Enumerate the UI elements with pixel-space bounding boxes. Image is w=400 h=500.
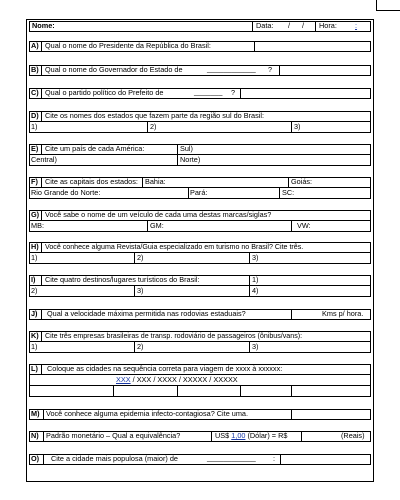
question-n bbox=[29, 431, 371, 442]
question-text: Qual o partido político do Prefeito de bbox=[45, 88, 164, 97]
time-label: Hora: bbox=[319, 21, 337, 30]
divider bbox=[29, 385, 371, 386]
date-separator: / bbox=[302, 21, 305, 30]
time-field[interactable]: : bbox=[355, 21, 358, 30]
question-i bbox=[29, 275, 371, 297]
dollar-amount: 1,00 bbox=[231, 431, 246, 440]
divider bbox=[249, 342, 250, 353]
question-e bbox=[29, 144, 371, 166]
header-row bbox=[29, 21, 371, 32]
question-text: Qual o nome do Governador do Estado de bbox=[45, 65, 183, 74]
divider bbox=[252, 21, 253, 32]
answer-label-sc: SC: bbox=[282, 188, 295, 197]
divider bbox=[134, 342, 135, 353]
divider bbox=[288, 177, 289, 188]
divider bbox=[291, 221, 292, 232]
divider bbox=[249, 275, 250, 297]
answer-field[interactable] bbox=[291, 409, 292, 420]
question-text: Você sabe o nome de um veículo de cada uma destas marcas/siglas? bbox=[45, 210, 272, 219]
answer-field[interactable] bbox=[240, 88, 241, 99]
divider bbox=[249, 253, 250, 264]
divider bbox=[41, 242, 42, 253]
divider bbox=[134, 253, 135, 264]
divider bbox=[41, 41, 42, 52]
divider bbox=[29, 220, 371, 221]
question-letter: C) bbox=[31, 88, 39, 97]
unit-label: Kms p/ hora. bbox=[322, 309, 364, 318]
divider bbox=[29, 252, 371, 253]
date-separator: / bbox=[288, 21, 291, 30]
answer-label-vw: VW: bbox=[297, 221, 311, 230]
question-f bbox=[29, 177, 371, 199]
answer-field[interactable] bbox=[177, 385, 178, 397]
divider bbox=[315, 21, 316, 32]
question-text: Cite os nomes dos estados que fazem parte da região sul do Brasil: bbox=[45, 111, 265, 120]
answer-label-norte: Norte) bbox=[180, 155, 201, 164]
answer-field[interactable] bbox=[280, 454, 281, 465]
divider bbox=[29, 285, 371, 286]
divider bbox=[41, 275, 42, 286]
divider bbox=[43, 454, 44, 465]
divider bbox=[43, 409, 44, 420]
answer-number: 3) bbox=[252, 253, 259, 262]
question-h bbox=[29, 242, 371, 264]
answer-number: 2) bbox=[150, 122, 157, 131]
question-text: Qual a velocidade máxima permitida nas rodovias estaduais? bbox=[47, 309, 246, 318]
currency-unit: (Reais) bbox=[341, 431, 365, 440]
city-sequence bbox=[116, 375, 238, 385]
question-o bbox=[29, 454, 371, 465]
answer-label-gm: GM: bbox=[150, 221, 164, 230]
answer-label-mb: MB: bbox=[31, 221, 44, 230]
answer-number: 3) bbox=[294, 122, 301, 131]
question-letter: O) bbox=[31, 454, 40, 463]
question-text: Qual o nome do Presidente da República do Brasil: bbox=[45, 41, 211, 50]
divider bbox=[291, 122, 292, 133]
answer-number: 1) bbox=[31, 342, 38, 351]
question-text: Coloque as cidades na sequência correta para viagem de xxxx à xxxxxx: bbox=[47, 364, 283, 373]
answer-label-rn: Rio Grande do Norte: bbox=[31, 188, 101, 197]
divider bbox=[279, 188, 280, 199]
state-blank[interactable]: ____________ bbox=[207, 64, 256, 73]
question-letter: B) bbox=[31, 65, 39, 74]
question-letter: I) bbox=[31, 275, 36, 284]
question-text: Cite um país de cada América: bbox=[45, 144, 145, 153]
divider bbox=[29, 121, 371, 122]
question-text: Cite três empresas brasileiras de transp. rodoviário de passageiros (ônibus/vans): bbox=[45, 332, 303, 340]
divider bbox=[41, 144, 42, 155]
currency-prefix: US$ bbox=[215, 431, 232, 440]
answer-number: 1) bbox=[31, 253, 38, 262]
question-letter: G) bbox=[31, 210, 40, 219]
question-text: Cite as capitais dos estados: bbox=[45, 177, 138, 186]
answer-field[interactable] bbox=[301, 431, 302, 442]
question-l bbox=[29, 364, 371, 397]
divider bbox=[147, 122, 148, 133]
question-letter: M) bbox=[31, 409, 40, 418]
divider bbox=[43, 431, 44, 442]
divider bbox=[177, 144, 178, 166]
question-j bbox=[29, 309, 371, 320]
city-sequence-first: XXX bbox=[116, 375, 131, 384]
divider bbox=[29, 341, 371, 342]
questionnaire-form bbox=[26, 19, 374, 482]
question-colon: : bbox=[273, 454, 276, 463]
answer-field[interactable] bbox=[254, 41, 255, 52]
answer-label-goias: Goiás: bbox=[291, 177, 313, 186]
divider bbox=[41, 111, 42, 122]
question-letter: L) bbox=[31, 364, 38, 373]
question-d bbox=[29, 111, 371, 133]
divider bbox=[147, 221, 148, 232]
exchange-rate bbox=[215, 431, 287, 441]
question-text: Você conhece alguma epidemia infecto-contagiosa? Cite uma. bbox=[46, 409, 249, 418]
question-letter: A) bbox=[31, 41, 39, 50]
answer-number: 1) bbox=[252, 275, 259, 284]
answer-number: 2) bbox=[137, 253, 144, 262]
city-blank[interactable]: _______ bbox=[194, 87, 223, 96]
divider bbox=[142, 177, 143, 188]
corner-line-horizontal bbox=[376, 10, 400, 11]
divider bbox=[41, 309, 42, 320]
answer-field[interactable] bbox=[291, 385, 292, 397]
question-k bbox=[29, 331, 371, 353]
question-mark: ? bbox=[268, 65, 273, 74]
question-letter: F) bbox=[31, 177, 38, 186]
question-text: Cite quatro destinos/lugares turísticos do Brasil: bbox=[45, 275, 200, 284]
name-label: Nome: bbox=[32, 21, 55, 30]
answer-label-bahia: Bahia: bbox=[145, 177, 166, 186]
question-letter: N) bbox=[31, 431, 39, 440]
name-field[interactable] bbox=[43, 21, 252, 32]
question-m bbox=[29, 409, 371, 420]
answer-label-central: Central) bbox=[31, 155, 57, 164]
region-blank[interactable]: ____________ bbox=[207, 453, 256, 462]
answer-field[interactable] bbox=[291, 309, 292, 320]
question-a bbox=[29, 41, 371, 52]
question-letter: J) bbox=[31, 309, 38, 318]
date-label: Data: bbox=[256, 21, 274, 30]
answer-number: 3) bbox=[252, 342, 259, 351]
answer-number: 2) bbox=[31, 286, 38, 295]
question-letter: D) bbox=[31, 111, 39, 120]
question-text: Padrão monetário – Qual a equivalência? bbox=[46, 431, 181, 440]
answer-label-para: Pará: bbox=[190, 188, 208, 197]
question-g bbox=[29, 210, 371, 232]
divider bbox=[41, 210, 42, 221]
answer-label-sul: Sul) bbox=[180, 144, 193, 153]
divider bbox=[41, 65, 42, 76]
divider bbox=[41, 88, 42, 99]
city-sequence-rest: / XXX / XXXX / XXXXX / XXXXX bbox=[130, 375, 238, 384]
answer-field[interactable] bbox=[279, 65, 280, 76]
currency-suffix: (Dólar) = R$ bbox=[245, 431, 288, 440]
question-mark: ? bbox=[231, 88, 236, 97]
question-text: Cite a cidade mais populosa (maior) de bbox=[51, 454, 178, 463]
question-letter: E) bbox=[31, 144, 39, 153]
question-letter: K) bbox=[31, 331, 39, 340]
answer-number: 2) bbox=[137, 342, 144, 351]
question-b bbox=[29, 65, 371, 76]
question-text: Você conhece alguma Revista/Guia especializado em turismo no Brasil? Cite três. bbox=[45, 243, 304, 251]
divider bbox=[188, 188, 189, 199]
question-c bbox=[29, 88, 371, 99]
divider bbox=[41, 177, 42, 188]
divider bbox=[41, 331, 42, 342]
answer-number: 4) bbox=[252, 286, 259, 295]
divider bbox=[134, 286, 135, 297]
answer-field[interactable] bbox=[240, 385, 241, 397]
answer-number: 3) bbox=[137, 286, 144, 295]
divider bbox=[211, 431, 212, 442]
answer-field[interactable] bbox=[113, 385, 114, 397]
question-letter: H) bbox=[31, 242, 39, 251]
answer-number: 1) bbox=[31, 122, 38, 131]
